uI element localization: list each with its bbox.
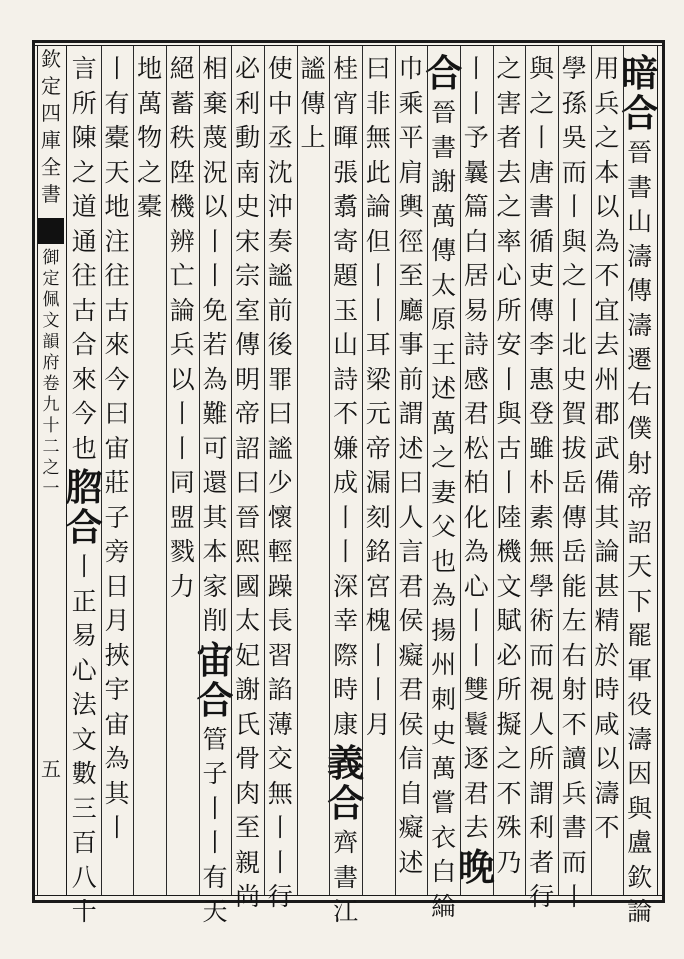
column-text: 晉 書 謝 萬 傳 太 原 王 述 萬 之 妻 父 也 為 揚 州 刺 史 萬 嘗 衣 白 綸 — [431, 98, 457, 921]
column-text: 桂 宵 暉 張 翥 寄 題 玉 山 詩 不 嫌 成 丨 丨 深 幸 際 時 康 — [333, 54, 359, 739]
column-text: 丨 正 易 心 法 文 數 三 百 八 十 — [71, 552, 97, 926]
text-column — [327, 52, 365, 926]
column-text: 晉 書 山 濤 傳 濤 遷 右 僕 射 帝 詔 天 下 罷 軍 役 濤 因 與 盧 欽 論 — [627, 138, 653, 926]
text-column — [229, 52, 267, 911]
text-column — [523, 52, 561, 911]
border-top — [32, 40, 664, 43]
rhyme-headword: 宙 合 — [196, 637, 234, 722]
text-column — [425, 51, 463, 921]
column-text: 言 所 陳 之 道 通 往 古 合 來 今 也 — [71, 54, 97, 463]
column-text: 與 之 丨 唐 書 循 吏 傳 李 惠 登 雖 朴 素 無 學 術 而 視 人 所 謂 利 者 行 — [529, 54, 555, 911]
text-column — [457, 52, 495, 894]
column-text: 謐 傳 上 — [300, 54, 326, 152]
column-text: 曰 非 無 此 論 但 丨 丨 耳 梁 元 帝 漏 刻 銘 宮 槐 丨 丨 月 — [365, 54, 391, 739]
section-title — [43, 248, 60, 374]
column-text: 用 兵 之 本 以 為 不 宜 去 州 郡 武 備 其 論 甚 精 於 時 咸 以 濤 不 — [594, 54, 620, 842]
column-text: 莊 子 旁 日 月 挾 宇 宙 為 其 丨 — [104, 468, 130, 842]
rhyme-headword: 暗 合 — [621, 51, 659, 135]
text-column — [261, 52, 299, 911]
margin-text: 卷 九 十 二 之 一 — [42, 374, 60, 499]
border-left — [32, 40, 35, 903]
rhyme-headword: 義 合 — [327, 741, 365, 825]
fishtail-mark — [38, 218, 64, 244]
column-text: 絕 蓄 秩 陞 機 辨 亡 論 兵 以 丨 丨 同 盟 戮 力 — [169, 54, 195, 601]
text-column — [163, 52, 201, 894]
text-column — [392, 52, 430, 894]
rhyme-headword: 脗 合 — [65, 465, 103, 549]
text-column — [621, 51, 659, 926]
section-trail — [43, 374, 60, 500]
border-right — [662, 40, 665, 903]
text-column — [359, 52, 397, 894]
text-column — [65, 52, 103, 926]
rhyme-headword: 合 — [425, 51, 463, 95]
book-title — [41, 46, 61, 208]
margin-text: 御 定 佩 文 韻 府 — [42, 248, 60, 373]
text-column — [294, 52, 332, 894]
column-text: 管 子 丨 丨 有 天 — [202, 724, 228, 926]
column-text: 地 萬 物 之 橐 — [137, 54, 163, 221]
column-text: 必 利 動 南 史 宋 宗 室 傳 明 帝 詔 曰 晉 熙 國 太 妃 謝 氏 骨 肉 至 親 尚 — [235, 54, 261, 911]
column-text: 之 害 者 去 之 率 心 所 安 丨 與 古 丨 陸 機 文 賦 必 所 擬 之 不 殊 乃 — [496, 54, 522, 877]
rhyme-headword: 晚 — [457, 844, 495, 889]
column-text: 相 棄 蔑 況 以 丨 丨 免 若 為 難 可 還 其 本 家 削 — [202, 54, 228, 635]
text-column — [98, 52, 136, 894]
margin-text: 欽 定 四 庫 全 書 — [41, 47, 61, 206]
column-text: 齊 書 江 — [333, 828, 359, 926]
border-top-inner — [32, 45, 664, 46]
page-number: 五 — [41, 757, 61, 781]
text-column — [588, 52, 626, 894]
column-text: 學 孫 吳 而 丨 與 之 丨 北 史 賀 拔 岳 傳 岳 能 左 右 射 不 讀 兵 書 而 丨 — [561, 54, 587, 911]
text-column — [131, 52, 169, 894]
text-column — [196, 52, 234, 926]
column-text: 使 中 丞 沈 沖 奏 謐 前 後 罪 曰 謐 少 懷 輕 躁 長 習 諂 薄 交 無 丨 丨 行 — [267, 54, 293, 911]
text-column — [490, 52, 528, 894]
column-text: 丨 丨 予 曩 篇 白 居 易 詩 感 君 松 柏 化 為 心 丨 丨 雙 鬟 逐 君 去 — [463, 54, 489, 842]
text-column — [555, 52, 593, 911]
column-text: 丨 有 橐 天 地 注 往 古 來 今 曰 宙 — [104, 54, 130, 463]
column-text: 巾 乘 平 肩 輿 徑 至 廳 事 前 謂 述 曰 人 言 君 侯 癡 君 侯 信 自 癡 述 — [398, 54, 424, 877]
